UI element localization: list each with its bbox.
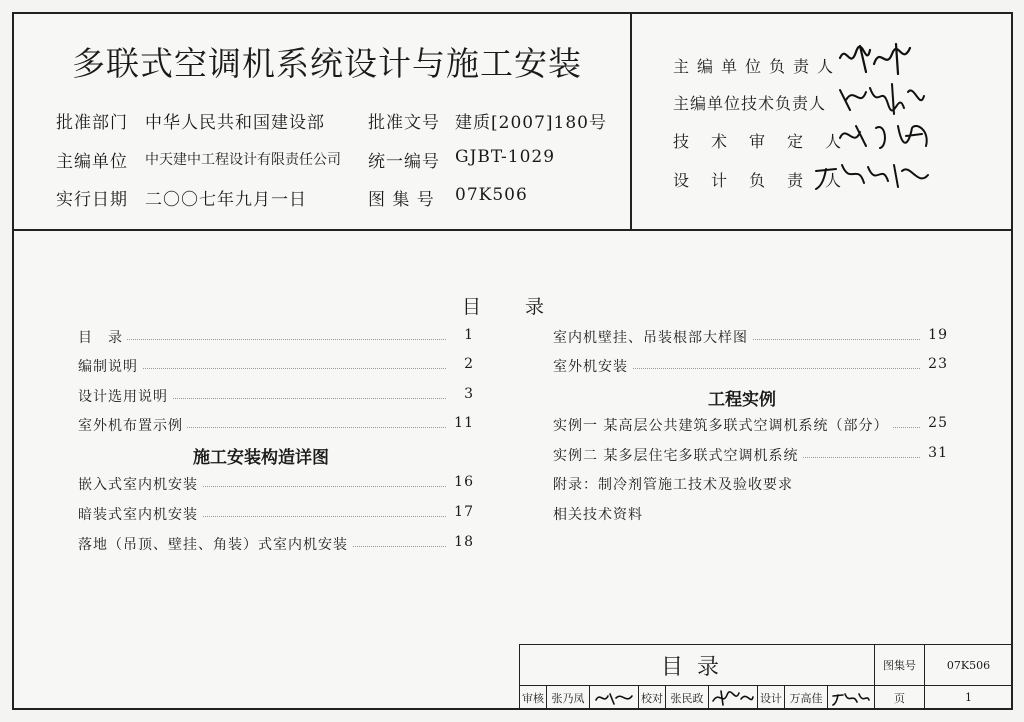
toc-entry-label: 暗装式室内机安装	[78, 504, 202, 524]
check-label: 校对	[638, 685, 666, 710]
sheet-title: 目录	[519, 644, 875, 686]
approval-dept-label: 批准部门	[56, 113, 128, 133]
role-tech-reviewer: 技术审定人	[673, 132, 864, 151]
reviewer-signature	[589, 685, 639, 710]
signature-chief-unit-head	[836, 40, 916, 76]
toc-entry-label: 编制说明	[78, 356, 142, 376]
approval-no-label: 批准文号	[368, 113, 440, 133]
toc-entry-page: 3	[464, 386, 474, 402]
toc-entry[interactable]	[553, 327, 948, 347]
header-divider	[12, 229, 1013, 231]
toc-entry[interactable]	[78, 474, 474, 494]
signature-chief-tech-head	[836, 80, 926, 116]
toc-entry-page: 23	[928, 356, 948, 372]
unified-no-label: 统一编号	[368, 152, 440, 172]
toc-entry-label: 附录：制冷剂管施工技术及验收要求	[553, 474, 797, 494]
toc-entry[interactable]	[78, 534, 474, 554]
toc-entry[interactable]	[553, 445, 948, 465]
checker-signature	[708, 685, 758, 710]
toc-entry-page: 1	[464, 327, 474, 343]
toc-entry-page: 11	[454, 415, 474, 431]
design-label: 设计	[757, 685, 785, 710]
document-title: 多联式空调机系统设计与施工安装	[72, 44, 582, 83]
toc-entry[interactable]	[553, 356, 948, 376]
toc-entry[interactable]	[78, 386, 474, 406]
atlas-no-value: 07K506	[455, 185, 528, 205]
effective-date-label: 实行日期	[56, 190, 128, 210]
unified-no-value: GJBT-1029	[455, 147, 556, 167]
approval-dept-value: 中华人民共和国建设部	[145, 113, 325, 133]
designer-signature	[827, 685, 875, 710]
atlas-no-label: 图 集 号	[368, 190, 435, 210]
approval-no-value: 建质[2007]180号	[455, 113, 607, 133]
page-number: 1	[924, 685, 1013, 710]
page-label: 页	[874, 685, 925, 710]
toc-section-heading: 施工安装构造详图	[193, 448, 329, 468]
designer-name: 万高佳	[784, 685, 828, 710]
review-label: 审核	[519, 685, 547, 710]
signature-tech-reviewer	[836, 118, 936, 152]
reviewer-name: 张乃凤	[546, 685, 590, 710]
toc-section-heading: 工程实例	[708, 390, 776, 410]
toc-entry[interactable]	[553, 474, 948, 494]
toc-entry-label: 实例一 某高层公共建筑多联式空调机系统（部分）	[553, 415, 892, 435]
toc-entry-label: 实例二 某多层住宅多联式空调机系统	[553, 445, 802, 465]
toc-entry-page: 18	[454, 534, 474, 550]
header-vertical-divider	[630, 12, 632, 230]
toc-entry[interactable]	[553, 415, 948, 435]
role-design-head: 设计负责人	[673, 171, 864, 190]
toc-entry-page: 2	[464, 356, 474, 372]
toc-entry[interactable]	[553, 504, 948, 524]
editor-unit-label: 主编单位	[56, 152, 128, 172]
title-block	[519, 644, 1013, 710]
toc-entry[interactable]	[78, 327, 474, 347]
toc-entry-page: 17	[454, 504, 474, 520]
toc-heading: 目 录	[462, 296, 547, 318]
editor-unit-value: 中天建中工程设计有限责任公司	[145, 152, 341, 168]
toc-entry-label: 设计选用说明	[78, 386, 172, 406]
toc-entry-label: 落地（吊顶、壁挂、角装）式室内机安装	[78, 534, 352, 554]
checker-name: 张民政	[665, 685, 709, 710]
toc-entry[interactable]	[78, 415, 474, 435]
role-chief-tech-head: 主编单位技术负责人	[673, 94, 827, 113]
toc-entry-label: 嵌入式室内机安装	[78, 474, 202, 494]
toc-entry[interactable]	[78, 356, 474, 376]
toc-entry[interactable]	[78, 504, 474, 524]
role-chief-unit-head: 主编单位负责人	[673, 57, 842, 76]
toc-entry-label: 室内机壁挂、吊装根部大样图	[553, 327, 752, 347]
toc-entry-label: 室外机安装	[553, 356, 632, 376]
signature-design-head	[812, 157, 932, 191]
toc-entry-page: 25	[928, 415, 948, 431]
toc-entry-page: 31	[928, 445, 948, 461]
atlas-no-value: 07K506	[924, 644, 1013, 686]
toc-entry-label: 目 录	[78, 327, 127, 347]
toc-entry-label: 相关技术资料	[553, 504, 647, 524]
toc-entry-label: 室外机布置示例	[78, 415, 187, 435]
toc-entry-page: 16	[454, 474, 474, 490]
effective-date-value: 二〇〇七年九月一日	[145, 190, 307, 210]
toc-entry-page: 19	[928, 327, 948, 343]
atlas-no-label: 图集号	[874, 644, 925, 686]
